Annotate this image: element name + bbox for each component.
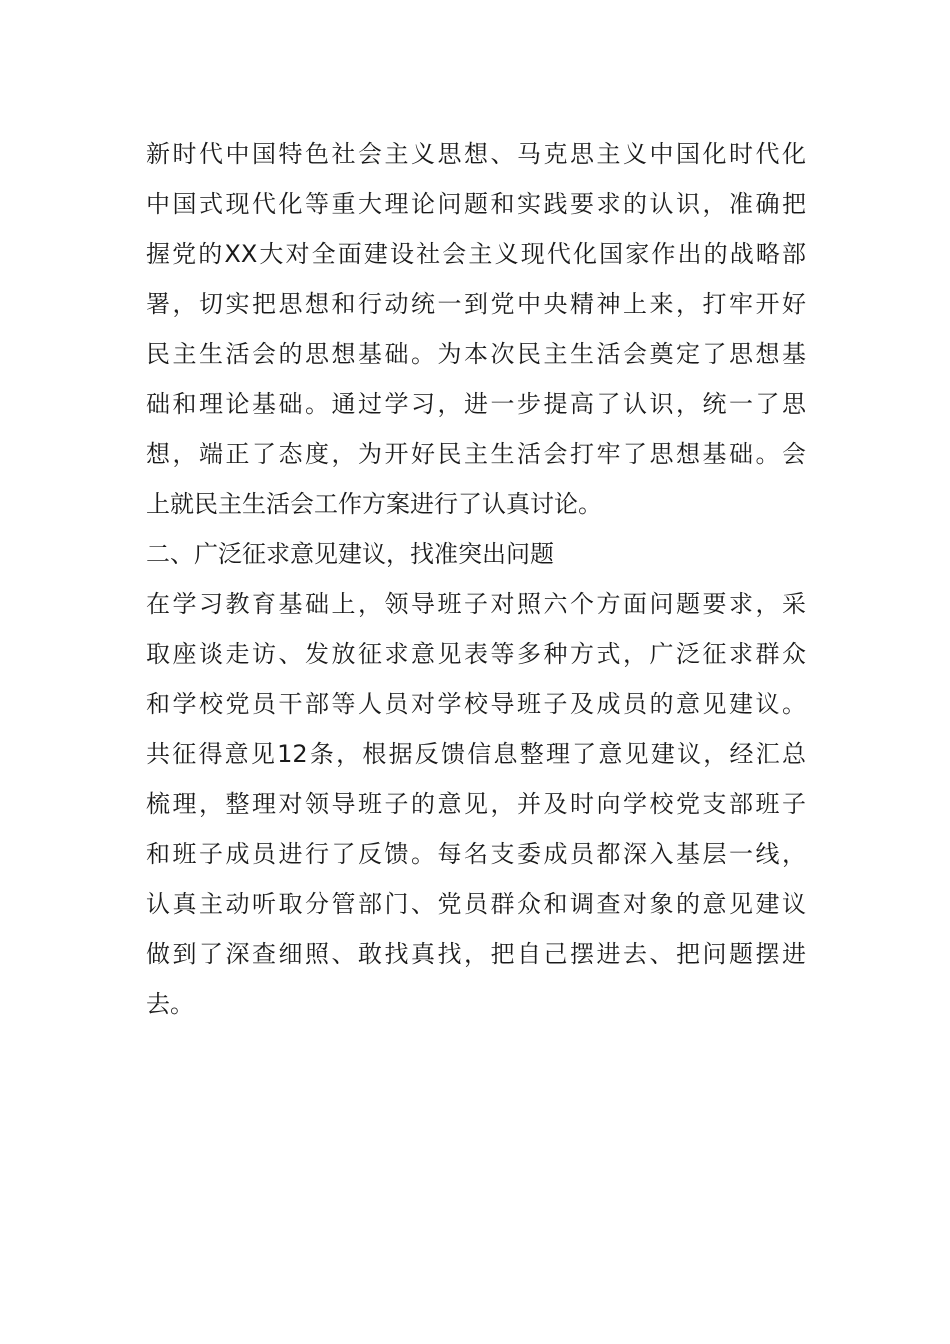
paragraph-1-line-5: 民主生活会的思想基础。为本次民主生活会奠定了思想基 (146, 340, 806, 368)
paragraph-2-line-1: 在学习教育基础上，领导班子对照六个方面问题要求，采 (146, 590, 806, 618)
paragraph-2-line-6: 和班子成员进行了反馈。每名支委成员都深入基层一线， (146, 840, 806, 868)
paragraph-2-line-8: 做到了深查细照、敢找真找，把自己摆进去、把问题摆进 (146, 940, 806, 968)
paragraph-2-line-3: 和学校党员干部等人员对学校导班子及成员的意见建议。 (146, 690, 806, 718)
paragraph-2-line-2: 取座谈走访、发放征求意见表等多种方式，广泛征求群众 (146, 640, 806, 668)
paragraph-1-line-8: 上就民主生活会工作方案进行了认真讨论。 (146, 490, 602, 518)
paragraph-2-line-5: 梳理，整理对领导班子的意见，并及时向学校党支部班子 (146, 790, 806, 818)
paragraph-2-line-4: 共征得意见12条，根据反馈信息整理了意见建议，经汇总 (146, 740, 806, 768)
paragraph-1-line-7: 想，端正了态度，为开好民主生活会打牢了思想基础。会 (146, 440, 806, 468)
paragraph-2-line-7: 认真主动听取分管部门、党员群众和调查对象的意见建议 (146, 890, 806, 918)
paragraph-1-line-4: 署，切实把思想和行动统一到党中央精神上来，打牢开好 (146, 290, 806, 318)
document-body (146, 129, 806, 1029)
paragraph-1-line-1: 新时代中国特色社会主义思想、马克思主义中国化时代化 (146, 140, 806, 168)
paragraph-1-line-3: 握党的XX大对全面建设社会主义现代化国家作出的战略部 (146, 240, 806, 268)
paragraph-1-line-2: 中国式现代化等重大理论问题和实践要求的认识，准确把 (146, 190, 806, 218)
paragraph-1-line-6: 础和理论基础。通过学习，进一步提高了认识，统一了思 (146, 390, 806, 418)
section-heading: 二、广泛征求意见建议，找准突出问题 (146, 540, 554, 568)
paragraph-2-line-9: 去。 (146, 990, 194, 1018)
